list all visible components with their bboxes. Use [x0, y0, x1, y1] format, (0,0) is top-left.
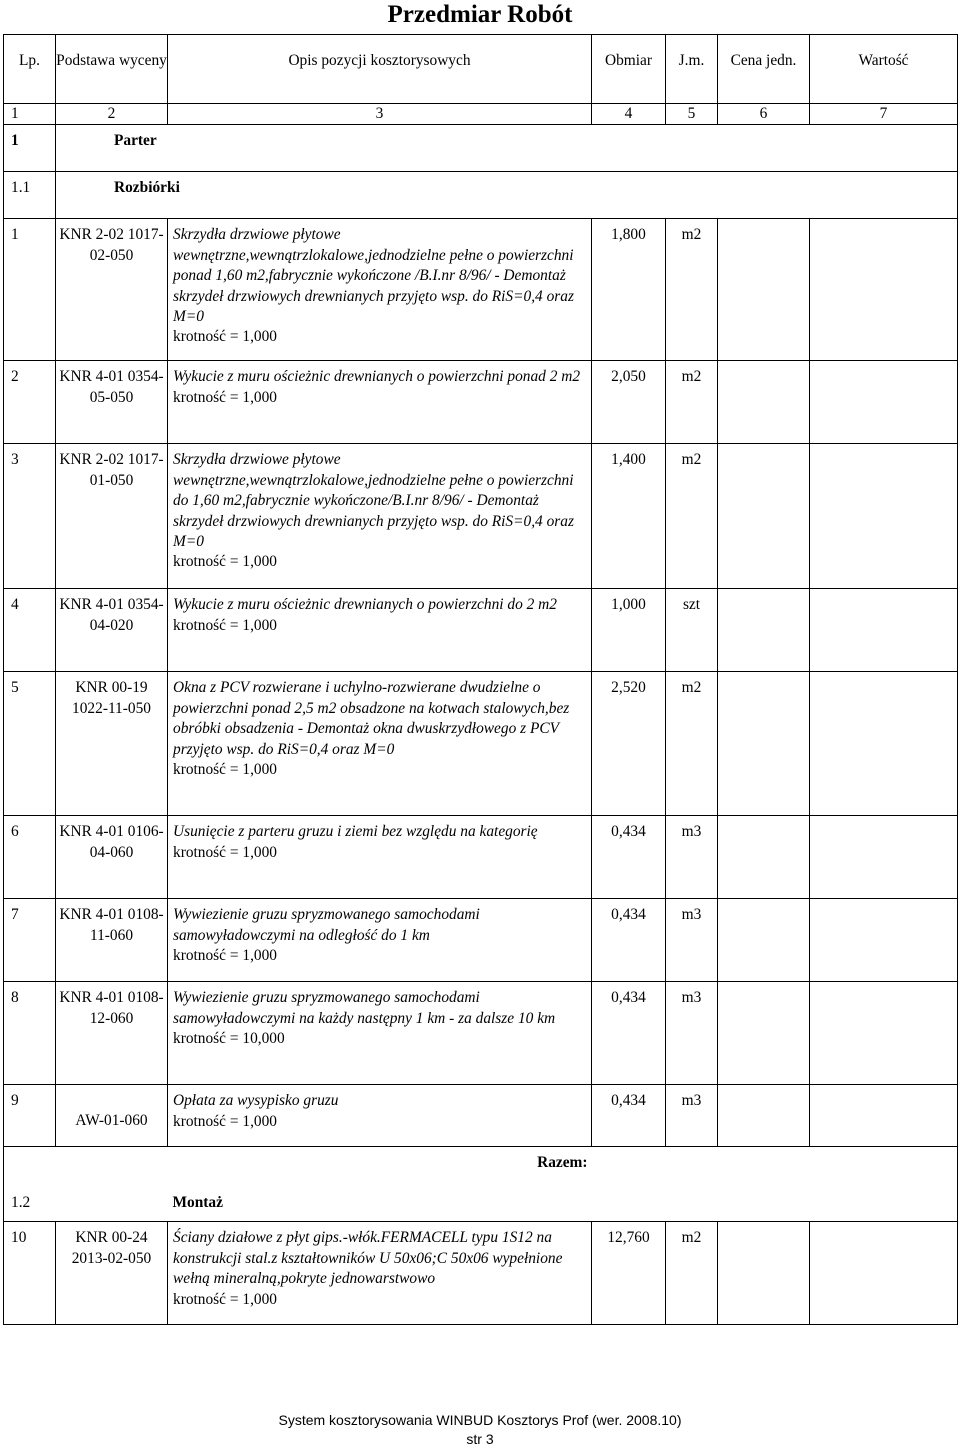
section-number: 1.1 — [4, 172, 56, 219]
item-value — [810, 672, 958, 816]
item-base: KNR 00-24 2013-02-050 — [56, 1222, 168, 1325]
section-name: Rozbiórki — [56, 172, 958, 219]
item-multiplier: krotność = 10,000 — [173, 1030, 285, 1048]
item-desc-text: Okna z PCV rozwierane i uchylno-rozwierane dwudzielne o powierzchni ponad 2,5 m2 obsadzone na kotwach stalowych,bez obróbki obsadzenia - Demontaż okna dwuskrzydłowego z PCV przyjęto wsp. do RiS=0,4 oraz M=0 — [173, 679, 570, 758]
item-multiplier: krotność = 1,000 — [173, 1290, 278, 1308]
table-row — [4, 1085, 958, 1147]
item-base: KNR 2-02 1017-02-050 — [56, 219, 168, 361]
item-description — [168, 982, 592, 1085]
item-value — [810, 589, 958, 672]
item-multiplier: krotność = 1,000 — [173, 761, 278, 779]
section-number: 1 — [4, 125, 56, 172]
item-price — [718, 816, 810, 899]
col-number: 7 — [810, 104, 958, 125]
item-desc-text: Usunięcie z parteru gruzu i ziemi bez względu na kategorię — [173, 823, 538, 841]
table-row — [4, 219, 958, 361]
item-base: KNR 4-01 0108-11-060 — [56, 899, 168, 982]
item-value — [810, 219, 958, 361]
col-number: 4 — [592, 104, 666, 125]
item-unit: m3 — [666, 816, 718, 899]
item-qty: 2,520 — [592, 672, 666, 816]
table-row — [4, 672, 958, 816]
item-lp: 8 — [4, 982, 56, 1085]
item-lp: 7 — [4, 899, 56, 982]
item-value — [810, 361, 958, 444]
header-price: Cena jedn. — [718, 35, 810, 104]
item-unit: m2 — [666, 672, 718, 816]
item-base: KNR 00-19 1022-11-050 — [56, 672, 168, 816]
item-description — [168, 444, 592, 589]
section-name: Montaż — [172, 1194, 223, 1211]
header-row — [4, 35, 958, 104]
item-desc-text: Opłata za wysypisko gruzu — [173, 1092, 339, 1110]
item-desc-text: Wywiezienie gruzu spryzmowanego samochodami samowyładowczymi na odległość do 1 km — [173, 906, 480, 944]
item-unit: m3 — [666, 982, 718, 1085]
section-number: 1.2 — [4, 1147, 168, 1222]
item-description — [168, 899, 592, 982]
item-price — [718, 361, 810, 444]
col-number: 2 — [56, 104, 168, 125]
item-base: KNR 4-01 0108-12-060 — [56, 982, 168, 1085]
item-lp: 6 — [4, 816, 56, 899]
item-unit: szt — [666, 589, 718, 672]
item-price — [718, 444, 810, 589]
page-title: Przedmiar Robót — [387, 1, 573, 28]
item-unit: m3 — [666, 1085, 718, 1147]
item-value — [810, 982, 958, 1085]
item-desc-text: Wykucie z muru ościeżnic drewnianych o powierzchni ponad 2 m2 — [173, 368, 581, 386]
column-number-row — [4, 104, 958, 125]
item-unit: m2 — [666, 219, 718, 361]
footer-software: System kosztorysowania WINBUD Kosztorys Prof (wer. 2008.10) — [278, 1412, 682, 1428]
item-qty: 0,434 — [592, 816, 666, 899]
item-lp: 5 — [4, 672, 56, 816]
item-price — [718, 589, 810, 672]
item-base: KNR 4-01 0354-04-020 — [56, 589, 168, 672]
col-number: 1 — [4, 104, 56, 125]
item-multiplier: krotność = 1,000 — [173, 388, 278, 406]
header-unit: J.m. — [666, 35, 718, 104]
item-description — [168, 361, 592, 444]
item-qty: 12,760 — [592, 1222, 666, 1325]
table-row — [4, 361, 958, 444]
item-lp: 2 — [4, 361, 56, 444]
item-price — [718, 219, 810, 361]
item-qty: 0,434 — [592, 982, 666, 1085]
item-description — [168, 816, 592, 899]
item-unit: m2 — [666, 444, 718, 589]
item-base: AW-01-060 — [56, 1085, 168, 1147]
table-row — [4, 444, 958, 589]
section-rozbiorki-row — [4, 172, 958, 219]
item-unit: m3 — [666, 899, 718, 982]
item-price — [718, 1222, 810, 1325]
item-desc-text: Skrzydła drzwiowe płytowe wewnętrzne,wewnątrzlokalowe,jednodzielne pełne o powierzchni do 1,60 m2,fabrycznie wykończone/B.I.nr 8/96/ - Demontaż skrzydeł drzwiowych drewnianych przyjęto wsp. do RiS=0,4 oraz M=0 — [173, 451, 574, 551]
header-value: Wartość — [810, 35, 958, 104]
col-number: 3 — [168, 104, 592, 125]
items-body — [4, 219, 958, 1147]
item-description — [168, 589, 592, 672]
item-lp: 4 — [4, 589, 56, 672]
table-row — [4, 899, 958, 982]
item-qty: 1,800 — [592, 219, 666, 361]
table-row — [4, 589, 958, 672]
footer-page-number: str 3 — [466, 1431, 494, 1447]
header-lp: Lp. — [4, 35, 56, 104]
item-multiplier: krotność = 1,000 — [173, 553, 278, 571]
section-montaz-cell — [168, 1147, 592, 1222]
table-row — [4, 982, 958, 1085]
item-value — [810, 899, 958, 982]
item-value — [810, 1222, 958, 1325]
item-price — [718, 672, 810, 816]
item-qty: 0,434 — [592, 1085, 666, 1147]
item-description — [168, 1222, 592, 1325]
section-name: Parter — [56, 125, 958, 172]
item-qty: 2,050 — [592, 361, 666, 444]
item-qty: 1,000 — [592, 589, 666, 672]
header-desc: Opis pozycji kosztorysowych — [168, 35, 592, 104]
item-price — [718, 1085, 810, 1147]
item-value — [810, 444, 958, 589]
item-qty: 0,434 — [592, 899, 666, 982]
col-number: 6 — [718, 104, 810, 125]
subtotal-label: Razem: — [537, 1154, 588, 1172]
item-unit: m2 — [666, 1222, 718, 1325]
item-lp: 10 — [4, 1222, 56, 1325]
item-price — [718, 899, 810, 982]
item-lp: 9 — [4, 1085, 56, 1147]
item-description — [168, 672, 592, 816]
subtotal-row — [4, 1147, 958, 1222]
col-number: 5 — [666, 104, 718, 125]
section-parter-row — [4, 125, 958, 172]
item-multiplier: krotność = 1,000 — [173, 1112, 278, 1130]
item-desc-text: Ściany działowe z płyt gips.-włók.FERMACELL typu 1S12 na konstrukcji stal.z kształtowników U 50x06;C 50x06 wypełnione wełną mineralną,pokryte jednowarstwowo — [173, 1229, 563, 1288]
table-row — [4, 816, 958, 899]
table-row — [4, 1222, 958, 1325]
item-value — [810, 1085, 958, 1147]
item-description — [168, 1085, 592, 1147]
item-value — [810, 816, 958, 899]
item-multiplier: krotność = 1,000 — [173, 328, 278, 346]
item-desc-text: Skrzydła drzwiowe płytowe wewnętrzne,wewnątrzlokalowe,jednodzielne pełne o powierzchni ponad 1,60 m2,fabrycznie wykończone /B.I.nr 8/96/ - Demontaż skrzydeł drzwiowych drewnianych przyjęto wsp. do RiS=0,4 oraz M=0 — [173, 226, 574, 326]
header-qty: Obmiar — [592, 35, 666, 104]
item-desc-text: Wywiezienie gruzu spryzmowanego samochodami samowyładowczymi na każdy następny 1 km - za dalsze 10 km — [173, 989, 556, 1027]
item-qty: 1,400 — [592, 444, 666, 589]
item-price — [718, 982, 810, 1085]
item-description — [168, 219, 592, 361]
item-lp: 3 — [4, 444, 56, 589]
item-desc-text: Wykucie z muru ościeżnic drewnianych o powierzchni do 2 m2 — [173, 596, 557, 614]
subtotal-empty — [592, 1147, 958, 1222]
page-footer — [0, 1411, 960, 1449]
header-base: Podstawa wyceny — [56, 35, 168, 104]
estimate-table — [3, 34, 958, 1325]
item-unit: m2 — [666, 361, 718, 444]
item-multiplier: krotność = 1,000 — [173, 616, 278, 634]
item-base: KNR 4-01 0354-05-050 — [56, 361, 168, 444]
item-multiplier: krotność = 1,000 — [173, 947, 278, 965]
item-multiplier: krotność = 1,000 — [173, 843, 278, 861]
item-lp: 1 — [4, 219, 56, 361]
item-base: KNR 4-01 0106-04-060 — [56, 816, 168, 899]
item-base: KNR 2-02 1017-01-050 — [56, 444, 168, 589]
